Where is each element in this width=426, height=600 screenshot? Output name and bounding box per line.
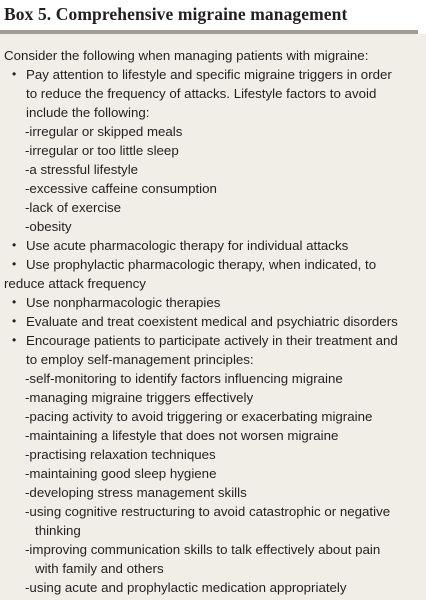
- sub-item: -improving communication skills to talk effectively about pain: [25, 542, 381, 557]
- sub-item: -self-monitoring to identify factors influencing migraine: [25, 371, 343, 386]
- bullet-icon: •: [12, 295, 17, 309]
- bullet-lifestyle: [4, 65, 420, 122]
- bullet-icon: •: [12, 67, 17, 81]
- sub-item: -a stressful lifestyle: [25, 162, 139, 177]
- bullet-text: Use nonpharmacologic therapies: [26, 295, 221, 310]
- bullet-text: Use prophylactic pharmacologic therapy, when indicated, to: [26, 257, 377, 272]
- sub-item: -practising relaxation techniques: [25, 447, 216, 462]
- bullet-prophylactic-therapy: [4, 255, 420, 274]
- bullet-nonpharmacologic: [4, 293, 420, 312]
- sub-item: -using cognitive restructuring to avoid catastrophic or negative: [25, 504, 391, 519]
- box-title: Box 5. Comprehensive migraine management: [4, 4, 348, 24]
- bullet-text: Evaluate and treat coexistent medical and psychiatric disorders: [26, 314, 398, 329]
- sub-item: -maintaining good sleep hygiene: [25, 466, 217, 481]
- sub-item: -lack of exercise: [25, 200, 122, 215]
- intro-text: Consider the following when managing patients with migraine:: [4, 48, 369, 63]
- sub-item-continuation: with family and others: [35, 561, 164, 576]
- bullet-text: Pay attention to lifestyle and specific migraine triggers in order: [26, 67, 392, 82]
- bullet-text: include the following:: [26, 105, 150, 120]
- sub-item: -developing stress management skills: [25, 485, 247, 500]
- bullet-text: to reduce the frequency of attacks. Lifestyle factors to avoid: [26, 86, 377, 101]
- bullet-icon: •: [12, 238, 17, 252]
- bullet-text: to employ self-management principles:: [26, 352, 254, 367]
- sub-item: -maintaining a lifestyle that does not worsen migraine: [25, 428, 339, 443]
- box-content: [0, 34, 426, 600]
- bullet-icon: •: [12, 257, 17, 271]
- sub-item: -excessive caffeine consumption: [25, 181, 217, 196]
- sub-item: -irregular or too little sleep: [25, 143, 179, 158]
- sub-item: -pacing activity to avoid triggering or exacerbating migraine: [25, 409, 373, 424]
- sub-item: -irregular or skipped meals: [25, 124, 183, 139]
- bullet-continuation: reduce attack frequency: [4, 276, 146, 291]
- bullet-coexistent-disorders: [4, 312, 420, 331]
- box-text: [4, 46, 420, 597]
- bullet-icon: •: [12, 333, 17, 347]
- bullet-icon: •: [12, 314, 17, 328]
- bullet-text: Encourage patients to participate actively in their treatment and: [26, 333, 398, 348]
- sub-item: -obesity: [25, 219, 72, 234]
- bullet-self-management: [4, 331, 420, 369]
- bullet-text: Use acute pharmacologic therapy for individual attacks: [26, 238, 349, 253]
- sub-item: -managing migraine triggers effectively: [25, 390, 254, 405]
- bullet-acute-therapy: [4, 236, 420, 255]
- sub-item: -using acute and prophylactic medication appropriately: [25, 580, 347, 595]
- sub-item-continuation: thinking: [35, 523, 81, 538]
